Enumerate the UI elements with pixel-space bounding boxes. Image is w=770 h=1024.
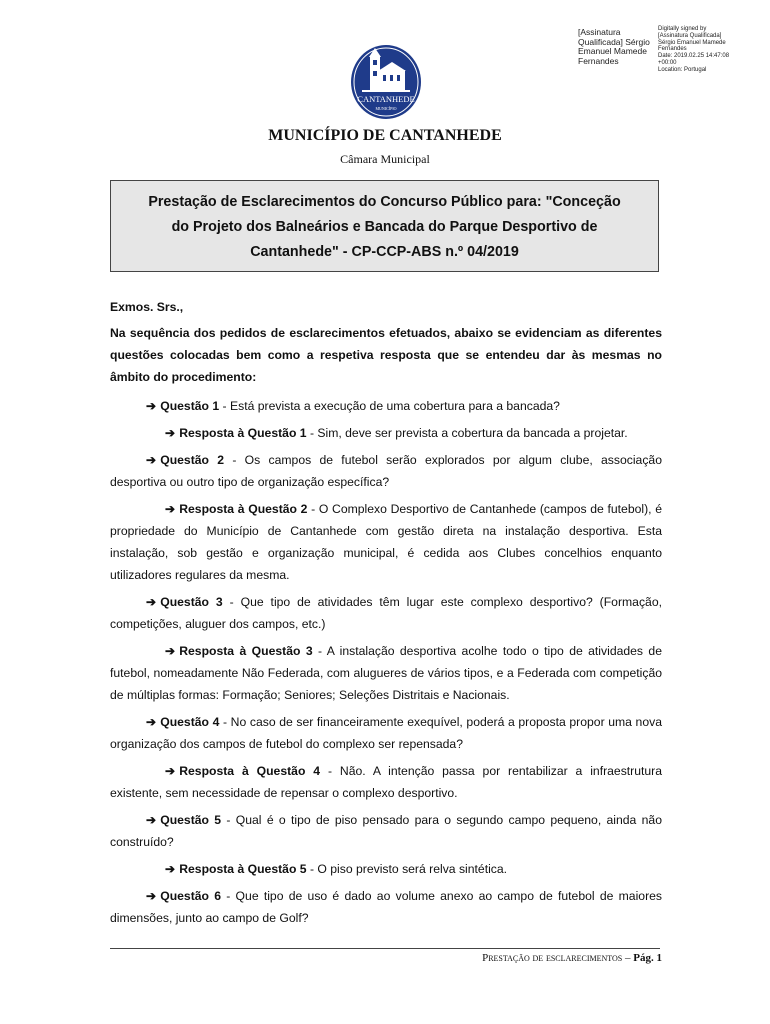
question-text: - Que tipo de uso é dado ao volume anexo ao campo de futebol de maiores dimensões, junto ao campo de Golf? xyxy=(110,889,662,925)
arrow-right-icon: ➔ xyxy=(146,399,157,413)
answer-4 xyxy=(110,760,662,804)
question-3 xyxy=(110,591,662,635)
answer-text: - Não. A intenção passa por rentabilizar a infraestrutura existente, sem necessidade de repensar o complexo desportivo. xyxy=(110,764,663,800)
answer-label: Resposta à Questão 2 xyxy=(179,502,308,516)
municipality-title: MUNICÍPIO DE CANTANHEDE xyxy=(268,127,502,144)
question-2 xyxy=(110,449,662,493)
logo-text: CANTANHEDE xyxy=(357,94,415,104)
question-text: - Está prevista a execução de uma cobertura para a bancada? xyxy=(219,399,560,413)
question-4 xyxy=(110,711,662,755)
question-label: Questão 5 xyxy=(160,813,222,827)
arrow-right-icon: ➔ xyxy=(165,502,176,516)
signature-line: Qualificada] Sérgio xyxy=(578,36,650,47)
signature-detail: Sérgio Emanuel Mamede xyxy=(658,39,726,46)
signature-detail: Location: Portugal xyxy=(658,66,707,73)
question-label: Questão 1 xyxy=(160,399,220,413)
footer-page-number: Pág. 1 xyxy=(633,952,662,964)
document-title-box xyxy=(110,180,659,272)
answer-text: - O Complexo Desportivo de Cantanhede (campos de futebol), é propriedade do Município de Cantanhede com gestão direta na instalação desportiva. Esta instalação, sob gestão e organização municipal, é cedida aos Clubes concelhios enquanto utilizadores regulares da mesma. xyxy=(110,502,663,582)
church-emblem-icon xyxy=(350,44,422,120)
footer-separator: – xyxy=(622,952,634,964)
signature-name-block xyxy=(578,28,650,66)
logo-subtext: MUNICÍPIO xyxy=(375,106,397,111)
answer-text: - Sim, deve ser prevista a cobertura da bancada a projetar. xyxy=(306,426,628,440)
signature-detail: [Assinatura Qualificada] xyxy=(658,32,722,39)
arrow-right-icon: ➔ xyxy=(146,595,157,609)
answer-2 xyxy=(110,498,662,586)
footer-divider xyxy=(110,948,660,949)
arrow-right-icon: ➔ xyxy=(165,644,176,658)
question-5 xyxy=(110,809,662,853)
arrow-right-icon: ➔ xyxy=(146,453,157,467)
document-title-line: do Projeto dos Balneários e Bancada do Parque Desportivo de xyxy=(171,219,598,235)
question-text: - Qual é o tipo de piso pensado para o segundo campo pequeno, ainda não construído? xyxy=(110,813,662,849)
question-6 xyxy=(110,885,662,929)
question-text: - Que tipo de atividades têm lugar este complexo desportivo? (Formação, competições, aluguer dos campos, etc.) xyxy=(110,595,662,631)
signature-detail: Digitally signed by xyxy=(658,26,707,32)
greeting: Exmos. Srs., xyxy=(110,300,184,314)
footer-section: Prestação de esclarecimentos xyxy=(482,952,623,964)
question-text: - No caso de ser financeiramente exequível, poderá a proposta propor uma nova organização dos campos de futebol do complexo ser repensada? xyxy=(110,715,662,751)
intro-paragraph: Na sequência dos pedidos de esclarecimentos efetuados, abaixo se evidenciam as diferentes questões colocadas bem como a respetiva resposta que se entendeu dar às mesmas no âmbito do procedimento: xyxy=(110,326,662,384)
question-label: Questão 2 xyxy=(160,453,225,467)
question-label: Questão 6 xyxy=(160,889,222,903)
answer-text: - A instalação desportiva acolhe todo o tipo de atividades de futebol, nomeadamente Não Federada, com alugueres de vários tipos, e a Federada com competição de múltiplas formas: Formação; Seniores; Seleções Distritais e Nacionais. xyxy=(110,644,662,702)
document-body xyxy=(110,296,662,934)
answer-5 xyxy=(110,858,662,880)
arrow-right-icon: ➔ xyxy=(165,426,176,440)
signature-line: [Assinatura xyxy=(578,27,621,37)
arrow-right-icon: ➔ xyxy=(165,862,176,876)
signature-detail: Fernandes xyxy=(658,46,687,53)
arrow-right-icon: ➔ xyxy=(165,764,176,778)
answer-label: Resposta à Questão 1 xyxy=(179,426,307,440)
answer-3 xyxy=(110,640,662,706)
signature-line: Emanuel Mamede xyxy=(578,46,647,56)
question-1 xyxy=(110,395,662,417)
document-title-line: Cantanhede" - CP-CCP-ABS n.º 04/2019 xyxy=(250,244,519,260)
arrow-right-icon: ➔ xyxy=(146,813,157,827)
signature-detail: +00:00 xyxy=(658,59,677,66)
municipality-logo xyxy=(350,44,422,120)
page-footer xyxy=(110,952,662,964)
answer-label: Resposta à Questão 4 xyxy=(179,764,321,778)
answer-text: - O piso previsto será relva sintética. xyxy=(306,862,508,876)
answer-1 xyxy=(110,422,662,444)
question-text: - Os campos de futebol serão explorados por algum clube, associação desportiva ou outro tipo de organização específica? xyxy=(110,453,662,489)
signature-details-block xyxy=(658,26,729,74)
question-label: Questão 4 xyxy=(160,715,220,729)
arrow-right-icon: ➔ xyxy=(146,889,157,903)
arrow-right-icon: ➔ xyxy=(146,715,157,729)
document-title-line: Prestação de Esclarecimentos do Concurso Público para: "Conceção xyxy=(148,194,621,210)
signature-line: Fernandes xyxy=(578,55,619,66)
municipality-subtitle: Câmara Municipal xyxy=(340,152,430,166)
answer-label: Resposta à Questão 5 xyxy=(179,862,307,876)
answer-label: Resposta à Questão 3 xyxy=(179,644,313,658)
signature-detail: Date: 2019.02.25 14:47:08 xyxy=(658,53,730,60)
question-label: Questão 3 xyxy=(160,595,223,609)
